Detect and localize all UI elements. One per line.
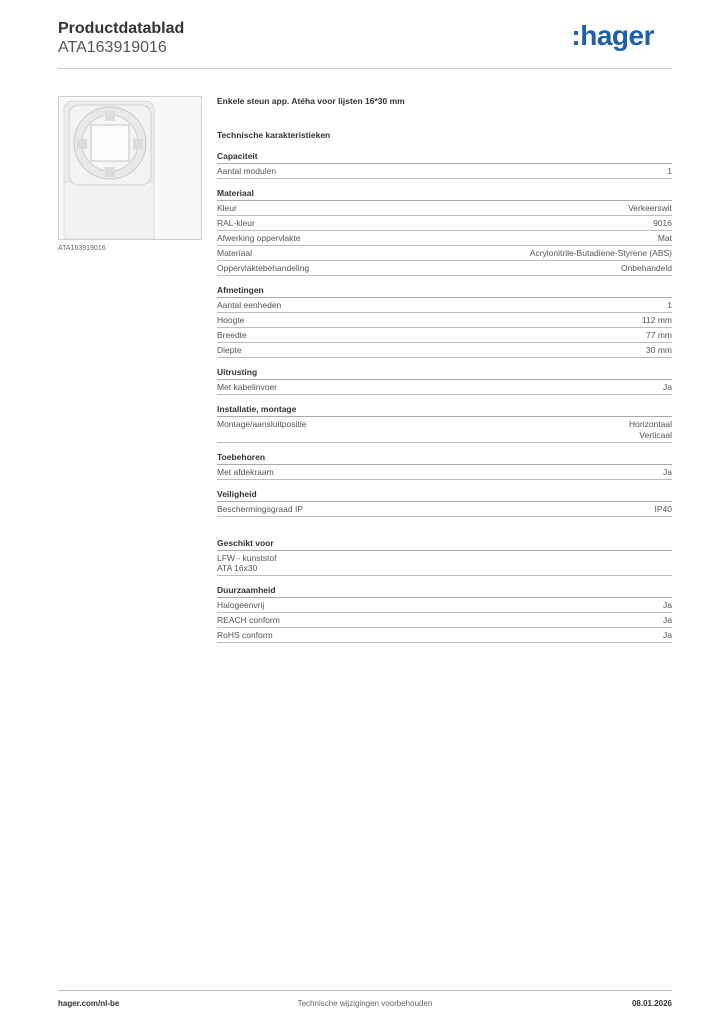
- spec-row: [217, 201, 672, 216]
- group-title: Geschikt voor: [217, 538, 672, 551]
- spec-label: Hoogte: [217, 315, 245, 325]
- spec-label: Met afdekraam: [217, 467, 274, 477]
- spec-label: REACH conform: [217, 615, 280, 625]
- group-capaciteit: [217, 151, 672, 179]
- group-title: Afmetingen: [217, 285, 672, 298]
- product-name: Enkele steun app. Atéha voor lijsten 16*30 mm: [217, 96, 405, 106]
- footer-disclaimer: Technische wijzigingen voorbehouden: [297, 999, 433, 1008]
- product-code: ATA163919016: [58, 39, 167, 56]
- group-uitrusting: [217, 367, 672, 395]
- group-title: Duurzaamheid: [217, 585, 672, 598]
- group-title: Capaciteit: [217, 151, 672, 164]
- group-afmetingen: [217, 285, 672, 358]
- product-illustration: [59, 97, 201, 239]
- spec-row: [217, 313, 672, 328]
- spec-row: [217, 328, 672, 343]
- spec-row: [217, 246, 672, 261]
- spec-row: [217, 343, 672, 358]
- spec-value: Ja: [663, 467, 672, 477]
- spec-row: [217, 164, 672, 179]
- spec-row: [217, 380, 672, 395]
- suitable-line: ATA 16x30: [217, 563, 258, 573]
- document-title: Productdatablad: [58, 20, 185, 37]
- spec-row: [217, 231, 672, 246]
- spec-value: 77 mm: [646, 330, 672, 340]
- spec-label: RoHS conform: [217, 630, 273, 640]
- spec-label: Diepte: [217, 345, 242, 355]
- spec-label: RAL-kleur: [217, 218, 255, 228]
- spec-value: Ja: [663, 630, 672, 640]
- spec-content: [217, 96, 672, 643]
- spec-label: Materiaal: [217, 248, 252, 258]
- spec-value: Acrylonitrile-Butadiene-Styrene (ABS): [529, 248, 672, 258]
- spec-value: 9016: [653, 218, 672, 228]
- spec-label: Aantal modulen: [217, 166, 277, 176]
- footer-website-link[interactable]: hager.com/nl-be: [58, 999, 120, 1008]
- group-title: Toebehoren: [217, 452, 672, 465]
- group-title: Materiaal: [217, 188, 672, 201]
- group-installatie: [217, 404, 672, 443]
- spec-value: 112 mm: [641, 315, 672, 325]
- spec-row: [217, 417, 672, 443]
- group-duurzaamheid: [217, 585, 672, 643]
- spec-value: Mat: [657, 233, 672, 243]
- group-veiligheid: [217, 489, 672, 517]
- spec-row: [217, 613, 672, 628]
- spec-label: Beschermingsgraad IP: [217, 504, 303, 514]
- spec-value: Onbehandeld: [620, 263, 672, 273]
- spec-label: Breedte: [217, 330, 247, 340]
- group-materiaal: [217, 188, 672, 276]
- spec-label: Met kabelinvoer: [217, 382, 278, 392]
- spec-label: Oppervlaktebehandeling: [217, 263, 310, 273]
- spec-label: Kleur: [217, 203, 237, 213]
- spec-title: Technische karakteristieken: [217, 130, 331, 140]
- group-toebehoren: [217, 452, 672, 480]
- spec-value: IP40: [654, 504, 672, 514]
- spec-row: [217, 628, 672, 643]
- group-title: Installatie, montage: [217, 404, 672, 417]
- group-geschikt-voor: [217, 538, 672, 576]
- suitable-line: LFW - kunststof: [217, 553, 277, 563]
- spec-label: Halogeenvrij: [217, 600, 265, 610]
- spec-value: 30 mm: [646, 345, 672, 355]
- spec-value: 1: [667, 166, 672, 176]
- image-caption: ATA163919016: [58, 245, 106, 252]
- spec-value-line: Horizontaal: [629, 419, 672, 429]
- spec-label: Montage/aansluitpositie: [217, 419, 307, 429]
- spec-label: Aantal eenheden: [217, 300, 282, 310]
- spec-row: [217, 216, 672, 231]
- spec-row: [217, 298, 672, 313]
- spec-value-line: Verticaal: [639, 430, 672, 440]
- product-image: [58, 96, 202, 240]
- spec-row: [217, 465, 672, 480]
- page-header: [58, 20, 672, 69]
- group-title: Veiligheid: [217, 489, 672, 502]
- spec-value: Verkeerswit: [628, 203, 672, 213]
- spec-value: Ja: [663, 382, 672, 392]
- spec-value: [629, 419, 672, 441]
- suitable-body: [217, 551, 672, 576]
- spec-row: [217, 598, 672, 613]
- page-footer: [58, 990, 672, 1015]
- spec-label: Afwerking oppervlakte: [217, 233, 301, 243]
- spec-value: 1: [667, 300, 672, 310]
- hager-logo: :hager: [571, 20, 654, 51]
- spec-row: [217, 502, 672, 517]
- spec-value: Ja: [663, 600, 672, 610]
- footer-date: 08.01.2026: [631, 999, 672, 1008]
- group-title: Uitrusting: [217, 367, 672, 380]
- spec-value: Ja: [663, 615, 672, 625]
- spec-row: [217, 261, 672, 276]
